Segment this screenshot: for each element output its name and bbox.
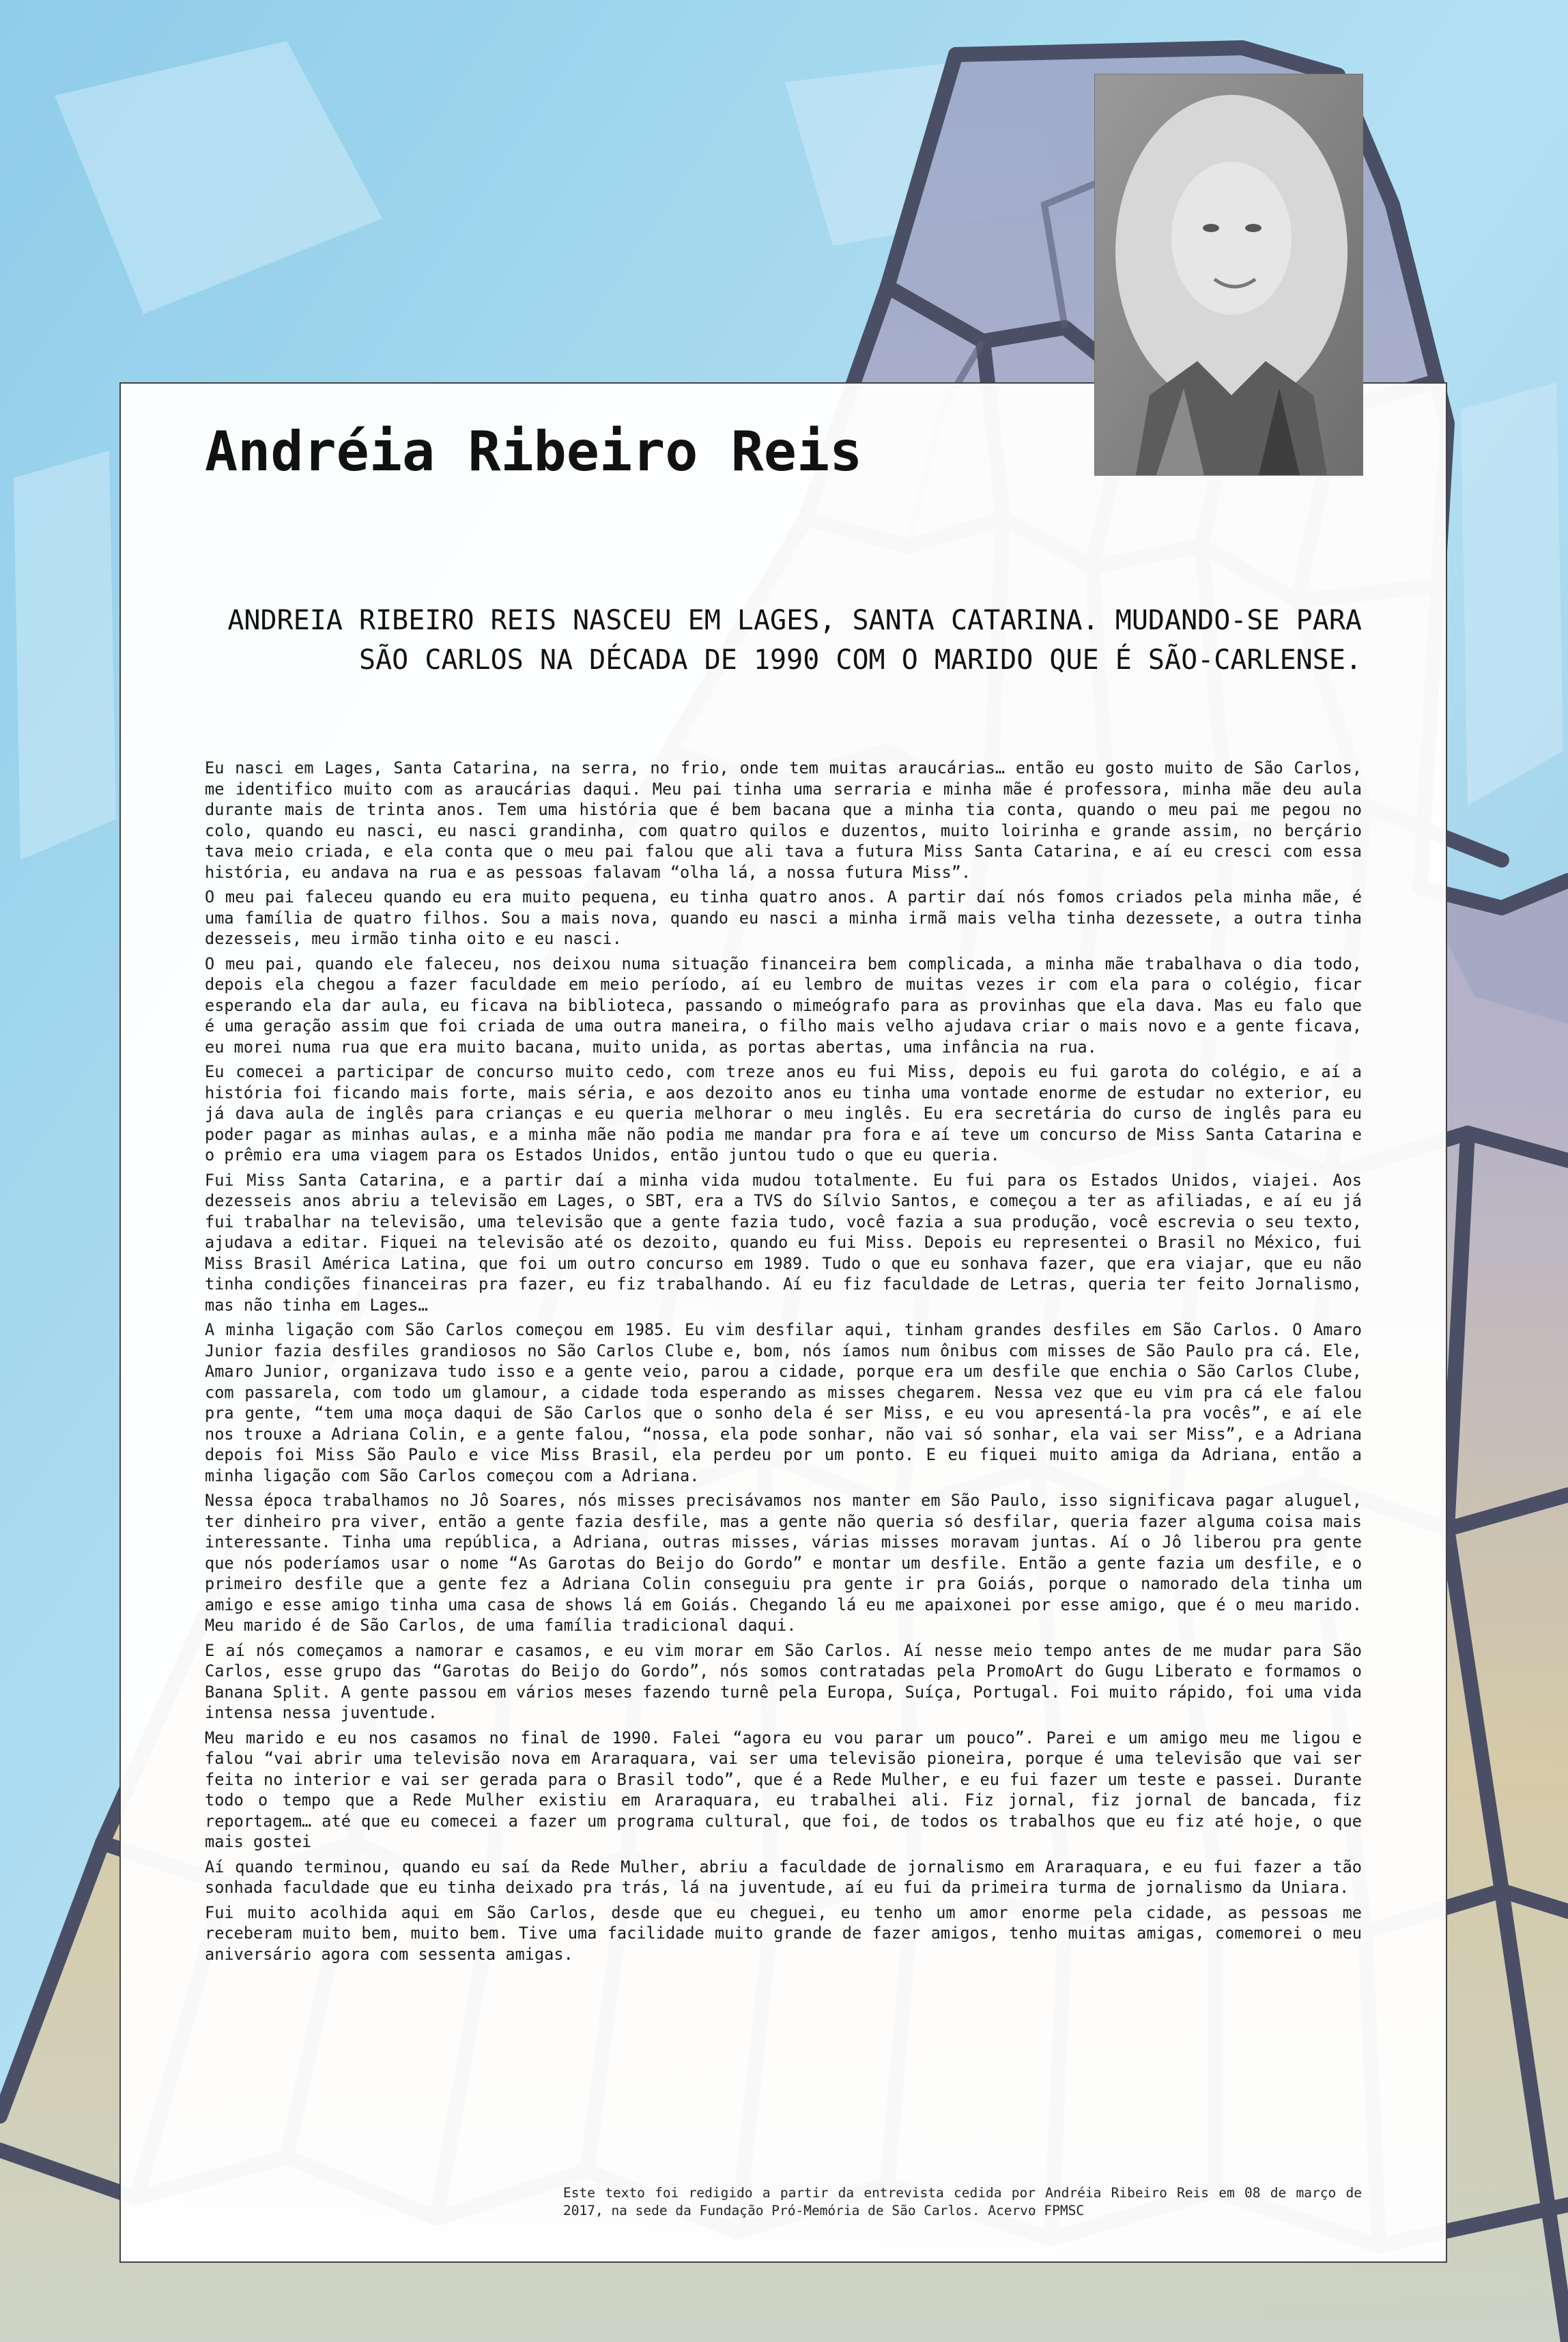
paragraph: O meu pai, quando ele faleceu, nos deixou numa situação financeira bem complicada, a minha mãe trabalhava o dia todo, depois ela chegou a fazer faculdade em meio período, aí eu lembro de muitas vezes ir com ela para o colégio, ficar esperando ela dar aula, eu ficava na biblioteca, passando o mimeógrafo para as provinhas que ela dava. Mas eu falo que é uma geração assim que foi criada de uma outra maneira, o filho mais velho ajudava criar o mais novo e a gente ficava, eu morei numa rua que era muito bacana, muito unida, as portas abertas, uma infância na rua. bbox=[205, 954, 1362, 1057]
paragraph: Fui Miss Santa Catarina, e a partir daí a minha vida mudou totalmente. Eu fui para os Estados Unidos, viajei. Aos dezesseis anos abriu a televisão em Lages, o SBT, era a TVS do Sílvio Santos, e começou a ter as afiliadas, e aí eu já fui trabalhar na televisão, uma televisão que a gente fazia tudo, você fazia a sua produção, você escrevia o seu texto, ajudava a editar. Fiquei na televisão até os dezoito, quando eu fui Miss. Depois eu representei o Brasil no México, fui Miss Brasil América Latina, que foi um outro concurso em 1989. Tudo o que eu sonhava fazer, que era viajar, que eu não tinha condições financeiras pra fazer, eu fiz trabalhando. Aí eu fiz faculdade de Letras, queria ter feito Jornalismo, mas não tinha em Lages… bbox=[205, 1170, 1362, 1315]
lead-summary: ANDREIA RIBEIRO REIS NASCEU EM LAGES, SANTA CATARINA. MUDANDO-SE PARA SÃO CARLOS NA DÉCADA DE 1990 COM O MARIDO QUE É SÃO-CARLENSE. bbox=[227, 605, 1362, 676]
paragraph: O meu pai faleceu quando eu era muito pequena, eu tinha quatro anos. A partir daí nós fomos criados pela minha mãe, é uma família de quatro filhos. Sou a mais nova, quando eu nasci a minha irmã mais velha tinha dezessete, a outra tinha dezesseis, meu irmão tinha oito e eu nasci. bbox=[205, 887, 1362, 948]
paragraph: Aí quando terminou, quando eu saí da Rede Mulher, abriu a faculdade de jornalismo em Araraquara, e eu fui fazer a tão sonhada faculdade que eu tinha deixado pra trás, lá na juventude, aí eu fui da primeira turma de jornalismo da Uniara. bbox=[205, 1857, 1362, 1897]
paragraph: Meu marido e eu nos casamos no final de 1990. Falei “agora eu vou parar um pouco”. Parei e um amigo meu me ligou e falou “vai abrir uma televisão nova em Araraquara, vai ser uma televisão pioneira, porque é uma televisão que vai ser feita no interior e vai ser gerada para o Brasil todo”, que é a Rede Mulher, e eu fui fazer um teste e passei. Durante todo o tempo que a Rede Mulher existiu em Araraquara, eu trabalhei ali. Fiz jornal, fiz jornal de bancada, fiz reportagem… até que eu comecei a fazer um programa cultural, que foi, de todos os trabalhos que eu fiz até hoje, o que mais gostei bbox=[205, 1728, 1362, 1851]
paragraph: Eu comecei a participar de concurso muito cedo, com treze anos eu fui Miss, depois eu fui garota do colégio, e aí a história foi ficando mais forte, mais séria, e aos dezoito anos eu tinha uma vontade enorme de estudar no exterior, eu já dava aula de inglês para crianças e eu queria melhorar o meu inglês. Eu era secretária do curso de inglês para eu poder pagar as minhas aulas, e a minha mãe não podia me mandar pra fora e aí teve um concurso de Miss Santa Catarina e o prêmio era uma viagem para os Estados Unidos, então juntou tudo o que eu queria. bbox=[205, 1062, 1362, 1165]
biography-text bbox=[205, 758, 1362, 1969]
paragraph: A minha ligação com São Carlos começou em 1985. Eu vim desfilar aqui, tinham grandes desfiles em São Carlos. O Amaro Junior fazia desfiles grandiosos no São Carlos Clube e, bom, nós íamos num ônibus com misses de São Paulo pra cá. Ele, Amaro Junior, organizava tudo isso e a gente veio, parou a cidade, porque era um desfile que enchia o São Carlos Clube, com passarela, com todo um glamour, a cidade toda esperando as misses chegarem. Nessa vez que eu vim pra cá ele falou pra gente, “tem uma moça daqui de São Carlos que o sonho dela é ser Miss, e eu vou apresentá-la pra vocês”, e aí ele nos trouxe a Adriana Colin, e a gente falou, “nossa, ela pode sonhar, não vai só sonhar, ela vai ser Miss”, e a Adriana depois foi Miss São Paulo e vice Miss Brasil, ela perdeu por um ponto. E eu fiquei muito amiga da Adriana, então a minha ligação com São Carlos começou com a Adriana. bbox=[205, 1320, 1362, 1485]
portrait-photo bbox=[1094, 74, 1363, 476]
paragraph: Eu nasci em Lages, Santa Catarina, na serra, no frio, onde tem muitas araucárias… então eu gosto muito de São Carlos, me identifico muito com as araucárias daqui. Meu pai tinha uma serraria e minha mãe é professora, minha mãe deu aula durante mais de trinta anos. Tem uma história que é bem bacana que a minha tia conta, quando o meu pai me pegou no colo, quando eu nasci, eu nasci grandinha, com quatro quilos e duzentos, muito loirinha e grande assim, no berçário tava meio criada, e ela conta que o meu pai falou que ali tava a futura Miss Santa Catarina, e aí eu cresci com essa história, eu andava na rua e as pessoas falavam “olha lá, a nossa futura Miss”. bbox=[205, 758, 1362, 882]
paragraph: Nessa época trabalhamos no Jô Soares, nós misses precisávamos nos manter em São Paulo, isso significava pagar aluguel, ter dinheiro pra viver, então a gente fazia desfile, mas a gente não queria só desfilar, queria fazer alguma coisa mais interessante. Tinha uma república, a Adriana, outras misses, várias misses moravam juntas. Aí o Jô liberou pra gente que nós poderíamos usar o nome “As Garotas do Beijo do Gordo” e montar um desfile. Então a gente fazia um desfile, e o primeiro desfile que a gente fez a Adriana Colin conseguiu pra gente ir pra Goiás, porque o namorado dela tinha um amigo e esse amigo tinha uma casa de shows lá em Goiás. Chegando lá eu me apaixonei por esse amigo, que é o meu marido. Meu marido é de São Carlos, de uma família tradicional daqui. bbox=[205, 1491, 1362, 1635]
source-footnote: Este texto foi redigido a partir da entrevista cedida por Andréia Ribeiro Reis em 08 de março de 2017, na sede da Fundação Pró-Memória de São Carlos. Acervo FPMSC bbox=[563, 2185, 1362, 2218]
paragraph: Fui muito acolhida aqui em São Carlos, desde que eu cheguei, eu tenho um amor enorme pela cidade, as pessoas me receberam muito bem, muito bem. Tive uma facilidade muito grande de fazer amigos, tenho muitas amigas, comemorei o meu aniversário agora com sessenta amigas. bbox=[205, 1902, 1362, 1964]
portrait-image bbox=[1095, 74, 1363, 475]
paragraph: E aí nós começamos a namorar e casamos, e eu vim morar em São Carlos. Aí nesse meio tempo antes de me mudar para São Carlos, esse grupo das “Garotas do Beijo do Gordo”, nós somos contratadas pela PromoArt do Gugu Liberato e formamos o Banana Split. A gente passou em vários meses fazendo turnê pela Europa, Suíça, Portugal. Foi muito rápido, foi uma vida intensa nessa juventude. bbox=[205, 1640, 1362, 1722]
page-title: Andréia Ribeiro Reis bbox=[205, 420, 863, 483]
